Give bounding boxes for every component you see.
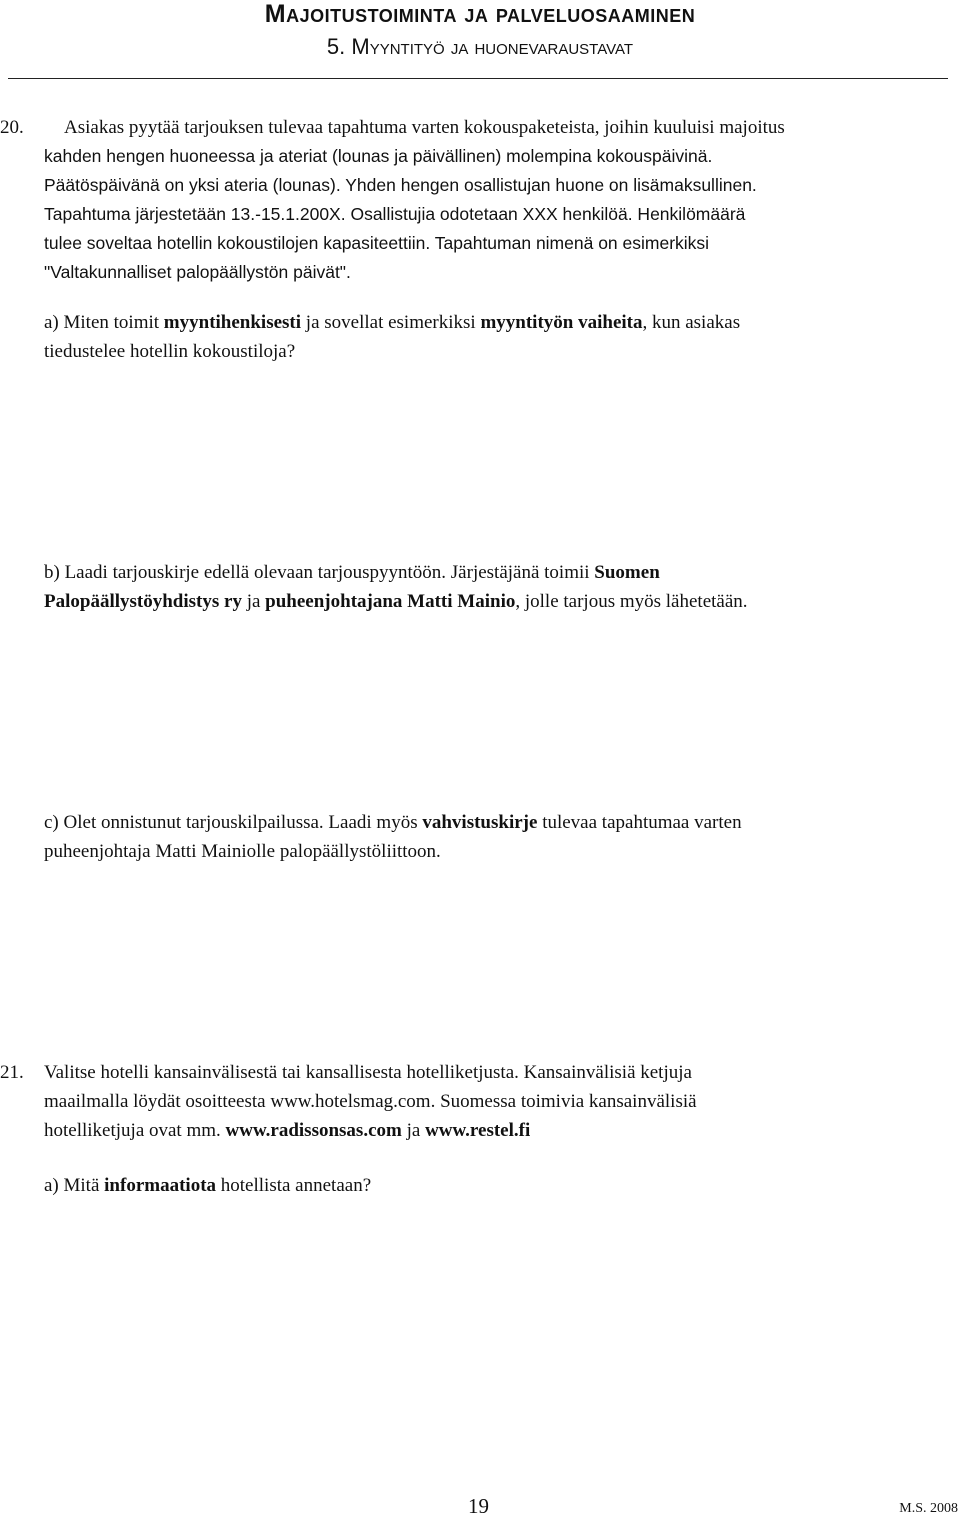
question-21-number: 21. (0, 1062, 24, 1083)
q20a-text-1: a) Miten toimit (44, 312, 164, 333)
q20b-text-1: b) Laadi tarjouskirje edellä olevaan tarjouspyyntöön. Järjestäjänä toimii (44, 562, 595, 583)
q21-link-restel: www.restel.fi (425, 1120, 531, 1141)
q21a-line-1 (44, 1171, 934, 1200)
q20a-text-3: , kun asiakas (642, 312, 741, 333)
q20-line-6: "Valtakunnalliset palopäällystön päivät". (44, 262, 351, 282)
q20c-bold-1: vahvistuskirje (422, 812, 538, 833)
question-21-text (44, 1058, 934, 1145)
question-20a (44, 308, 934, 366)
q20-line-1: Asiakas pyytää tarjouksen tulevaa tapahtuma varten kokouspaketeista, joihin kuuluisi majoitus (64, 117, 785, 138)
q20b-text-3: , jolle tarjous myös lähetetään. (515, 591, 748, 612)
q20b-text-2: ja (241, 591, 266, 612)
question-20b (44, 558, 934, 616)
question-21a (44, 1171, 934, 1200)
question-20-text (44, 113, 944, 287)
q20a-text-2: ja sovellat esimerkiksi (301, 312, 481, 333)
q20a-bold-1: myyntihenkisesti (163, 312, 302, 333)
q20b-line-1 (44, 558, 934, 587)
q20c-line-1 (44, 808, 934, 837)
q20-line-4: Tapahtuma järjestetään 13.-15.1.200X. Osallistujia odotetaan XXX henkilöä. Henkilömäärä (44, 204, 746, 224)
document-title: Majoitustoiminta ja palveluosaaminen (264, 0, 696, 28)
q21a-bold-1: informaatiota (104, 1175, 217, 1196)
q21a-text-1: a) Mitä (44, 1175, 105, 1196)
q21-text-1: hotelliketjuja ovat mm. (44, 1120, 226, 1141)
q20a-bold-2: myyntityön vaiheita (480, 312, 643, 333)
q20-line-2: kahden hengen huoneessa ja ateriat (lounas ja päivällinen) molempina kokouspäivinä. (44, 146, 713, 166)
q20b-bold-3: puheenjohtajana Matti Mainio (265, 591, 516, 612)
q20a-line-2: tiedustelee hotellin kokoustiloja? (44, 341, 296, 362)
q21-link-radisson: www.radissonsas.com (225, 1120, 402, 1141)
author-footer: M.S. 2008 (899, 1501, 958, 1516)
q21-line-2: maailmalla löydät osoitteesta www.hotelsmag.com. Suomessa toimivia kansainvälisiä (44, 1091, 697, 1112)
q20c-line-2: puheenjohtaja Matti Mainiolle palopäällystöliittoon. (44, 841, 441, 862)
q20c-text-1: c) Olet onnistunut tarjouskilpailussa. Laadi myös (44, 812, 423, 833)
q20b-line-2 (44, 587, 934, 616)
header-divider (8, 78, 948, 79)
page-number: 19 (468, 1494, 489, 1518)
q20b-bold-1: Suomen (594, 562, 660, 583)
q20c-text-2: tulevaa tapahtumaa varten (537, 812, 742, 833)
q20a-line-1 (44, 308, 934, 337)
q21-text-2: ja (401, 1120, 426, 1141)
question-20-number: 20. (0, 117, 24, 138)
question-20c (44, 808, 934, 866)
q21-line-1: Valitse hotelli kansainvälisestä tai kansallisesta hotelliketjusta. Kansainvälisiä ketjuja (44, 1062, 692, 1083)
q20-line-5: tulee soveltaa hotellin kokoustilojen kapasiteettiin. Tapahtuman nimenä on esimerkiksi (44, 233, 710, 253)
q20b-bold-2: Palopäällystöyhdistys ry (44, 591, 242, 612)
q21-line-3 (44, 1116, 934, 1145)
q21a-text-2: hotellista annetaan? (216, 1175, 372, 1196)
chapter-subtitle: 5. Myyntityö ja huonevaraustavat (326, 34, 634, 59)
q20-line-3: Päätöspäivänä on yksi ateria (lounas). Yhden hengen osallistujan huone on lisämaksullinen. (44, 175, 757, 195)
